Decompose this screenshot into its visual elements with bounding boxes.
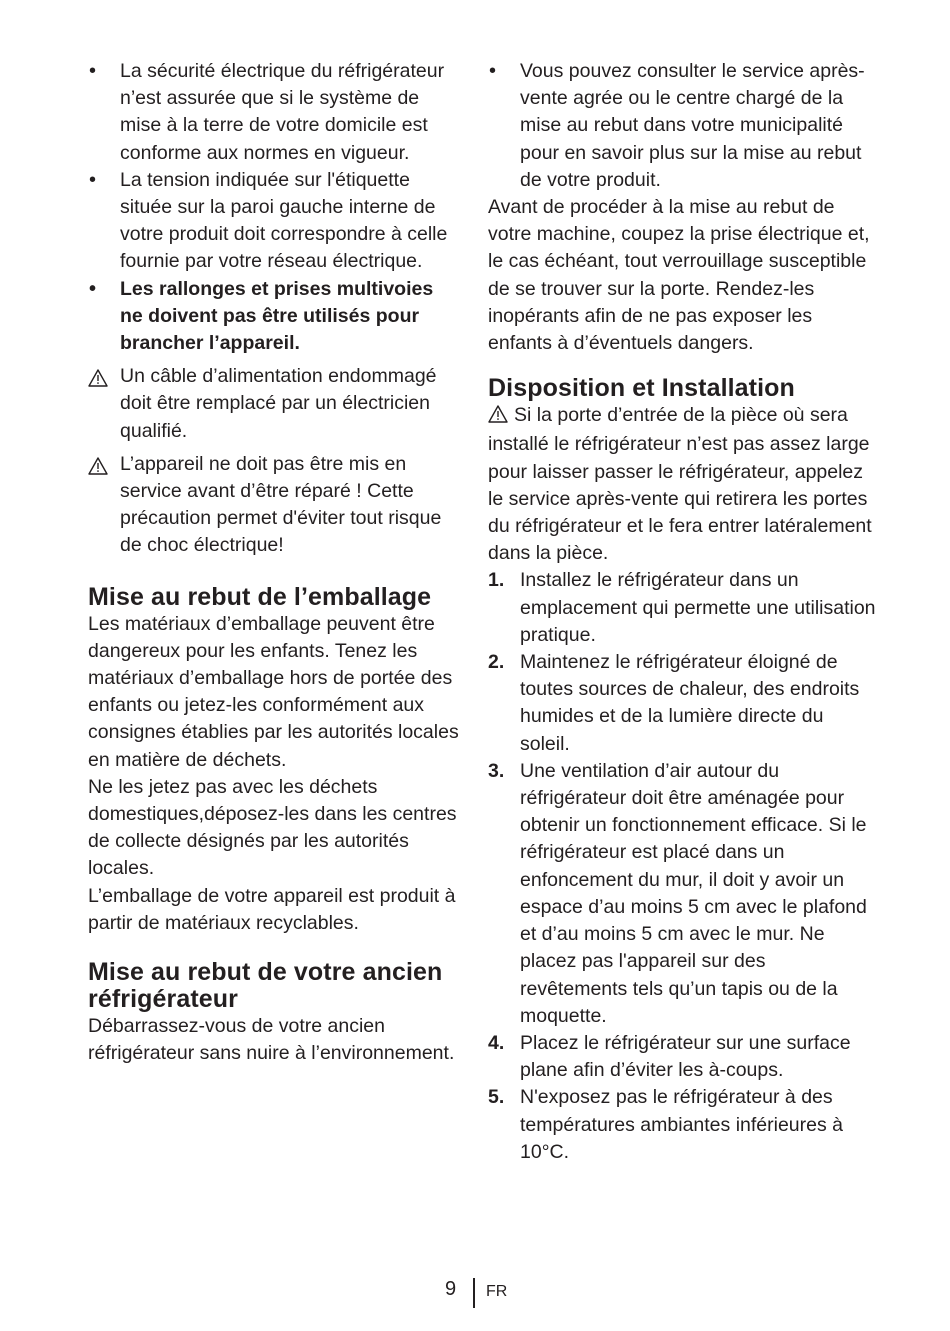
step-number: 3. <box>488 759 505 782</box>
bullet-text: La sécurité électrique du réfrigérateur n’est assurée que si le système de mise à la terre de votre domicile est conforme aux normes en vigueur. <box>120 60 445 164</box>
bullet-text: Les rallonges et prises multivoies ne doivent pas être utilisés pour brancher l’appareil. <box>120 277 434 355</box>
list-item <box>88 276 460 358</box>
warning-item <box>88 451 460 560</box>
warning-text: Un câble d’alimentation endommagé doit être remplacé par un électricien qualifié. <box>120 365 437 442</box>
packaging-paragraph: L’emballage de votre appareil est produit à partir de matériaux recyclables. <box>88 884 456 934</box>
bullet-text: Vous pouvez consulter le service après-vente agrée ou le centre chargé de la mise au rebut dans votre municipalité pour en savoir plus sur la mise au rebut de votre produit. <box>520 60 865 191</box>
packaging-paragraph: Ne les jetez pas avec les déchets domestiques,déposez-les dans les centres de collecte désignés par les autorités locales. <box>88 775 457 880</box>
numbered-step <box>488 1084 878 1166</box>
bullet-icon: • <box>489 60 497 82</box>
numbered-step <box>488 1030 878 1084</box>
step-text: N'exposez pas le réfrigérateur à des températures ambiantes inférieures à 10°C. <box>520 1086 843 1163</box>
language-code: FR <box>486 1283 508 1300</box>
warning-text: Si la porte d’entrée de la pièce où sera installé le réfrigérateur n’est pas assez large pour laisser passer le réfrigérateur, appelez le service après-vente qui retirera les portes du réfrigérateur et le fera entrer latéralement dans la pièce. <box>488 404 872 565</box>
section-title-installation: Disposition et Installation <box>488 374 795 403</box>
packaging-paragraph: Les matériaux d’emballage peuvent être dangereux pour les enfants. Tenez les matériaux d’emballage hors de portée des enfants ou jetez-les conformément aux consignes établies par les autorités locales en matière de déchets. <box>88 612 459 771</box>
bullet-icon: • <box>89 277 97 300</box>
warning-triangle-icon <box>88 456 108 483</box>
disposal-paragraph: Avant de procéder à la mise au rebut de votre machine, coupez la prise électrique et, le cas échéant, tout verrouillage susceptible de se trouver sur la porte. Rendez-les inopérants afin de ne pas exposer les enfants à d’éventuels dangers. <box>488 196 870 355</box>
page-number: 9 <box>445 1278 457 1300</box>
step-text: Une ventilation d’air autour du réfrigérateur doit être aménagée pour obtenir un fonctionnement efficace. Si le réfrigérateur est placé dans un enfoncement du mur, il doit y avoir un espace d’au moins 5 cm avec le plafond et d’au moins 5 cm avec le mur. Ne placez pas l'appareil sur des revêtements tels qu’un tapis ou de la moquette. <box>520 759 867 1027</box>
warning-text: L’appareil ne doit pas être mis en service avant d’être réparé ! Cette précaution permet d'éviter tout risque de choc électrique! <box>120 452 442 557</box>
old-fridge-paragraph: Débarrassez-vous de votre ancien réfrigérateur sans nuire à l’environnement. <box>88 1015 455 1065</box>
list-item <box>488 58 878 194</box>
numbered-step <box>488 567 878 649</box>
step-text: Maintenez le réfrigérateur éloigné de toutes sources de chaleur, des endroits humides et de la lumière directe du soleil. <box>520 651 860 755</box>
step-number: 2. <box>488 651 505 674</box>
warning-triangle-icon <box>88 368 108 395</box>
list-item <box>88 58 460 167</box>
footer-divider <box>473 1278 475 1308</box>
right-column <box>488 58 878 1166</box>
left-column <box>88 58 460 1068</box>
page-footer <box>0 1278 950 1308</box>
step-number: 1. <box>488 569 505 592</box>
installation-warning <box>488 402 878 567</box>
step-number: 5. <box>488 1086 505 1109</box>
step-number: 4. <box>488 1031 505 1054</box>
bullet-icon: • <box>89 60 97 82</box>
bullet-text: La tension indiquée sur l'étiquette située sur la paroi gauche interne de votre produit doit correspondre à celle fournie par votre réseau électrique. <box>120 168 448 273</box>
step-text: Placez le réfrigérateur sur une surface plane afin d’éviter les à-coups. <box>520 1031 851 1082</box>
list-item <box>88 167 460 276</box>
numbered-step <box>488 758 878 1030</box>
numbered-step <box>488 649 878 758</box>
step-text: Installez le réfrigérateur dans un emplacement qui permette une utilisation pratique. <box>520 569 876 646</box>
warning-triangle-icon <box>488 404 508 431</box>
bullet-icon: • <box>89 168 97 191</box>
section-title-old-fridge: Mise au rebut de votre ancien réfrigérateur <box>88 958 443 1014</box>
warning-item <box>88 363 460 445</box>
section-title-packaging: Mise au rebut de l’emballage <box>88 582 432 611</box>
